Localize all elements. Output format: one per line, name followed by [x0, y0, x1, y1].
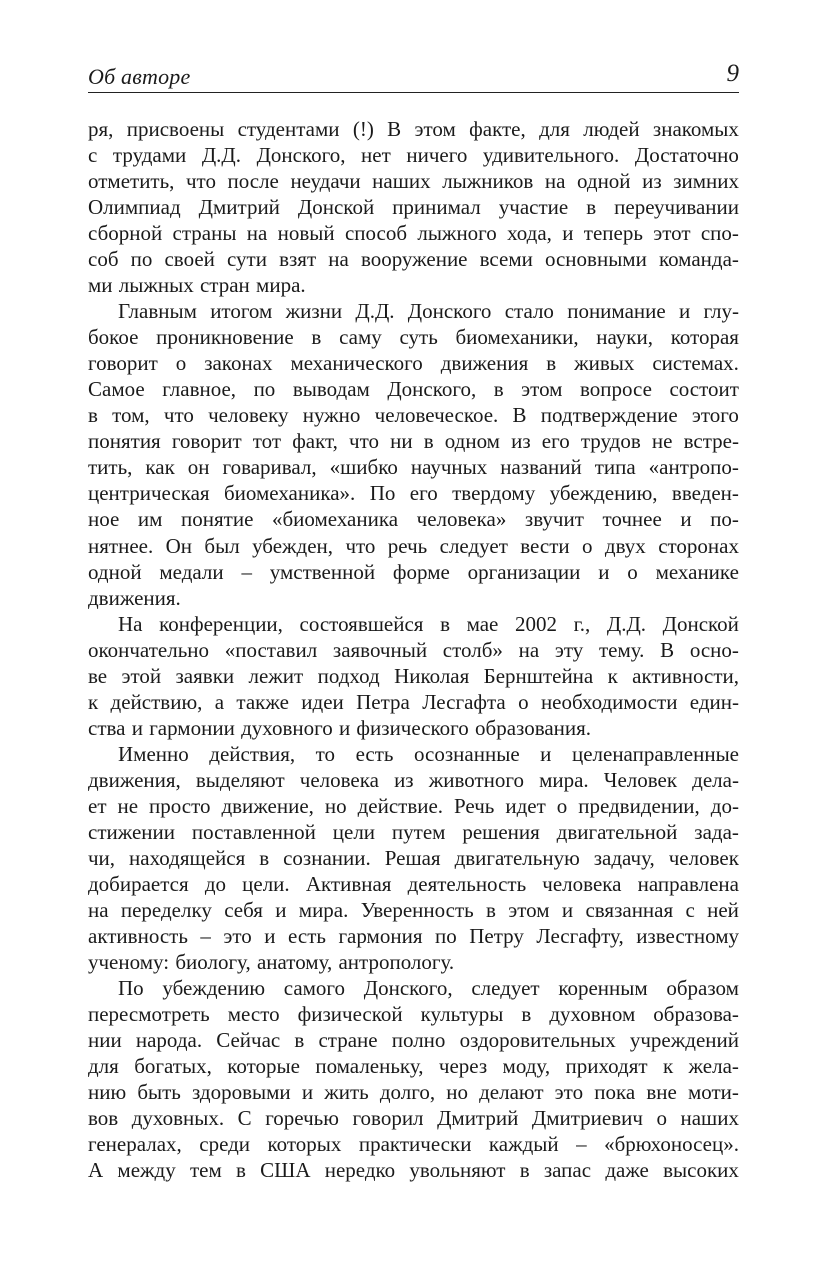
paragraph [88, 741, 739, 975]
text-line: центрическая биомеханика». По его твердому убеждению, введен- [88, 481, 739, 506]
text-line: По убеждению самого Донского, следует коренным образом [118, 976, 739, 1001]
text-line: ве этой заявки лежит подход Николая Бернштейна к активности, [88, 663, 739, 688]
text-line: А между тем в США нередко увольняют в запас даже высоких [88, 1158, 739, 1183]
text-line: с трудами Д.Д. Донского, нет ничего удивительного. Достаточно [88, 143, 739, 168]
text-line: понятия говорит тот факт, что ни в одном из его трудов не встре- [88, 429, 739, 454]
text-line: ря, присвоены студентами (!) В этом факте, для людей знакомых [88, 117, 739, 141]
text-line: ученому: биологу, анатому, антропологу. [88, 950, 455, 974]
paragraph [88, 298, 739, 610]
text-line: на переделку себя и мира. Уверенность в этом и связанная с ней [88, 897, 739, 922]
text-line: к действию, а также идеи Петра Лесгафта о необходимости един- [88, 689, 739, 714]
text-line: генералах, среди которых практически каждый – «брюхоносец». [88, 1132, 739, 1157]
text-line: сборной страны на новый способ лыжного хода, и теперь этот спо- [88, 221, 739, 246]
text-line: движения. [88, 585, 181, 610]
paragraph [88, 611, 739, 741]
text-line: стижении поставленной цели путем решения двигательной зада- [88, 819, 739, 844]
text-line: Самое главное, по выводам Донского, в этом вопросе состоит [88, 377, 739, 402]
text-line: соб по своей сути взят на вооружение всеми основными команда- [88, 247, 739, 272]
running-header [88, 62, 739, 93]
text-line: говорит о законах механического движения в живых системах. [88, 351, 739, 376]
paragraph [88, 975, 739, 1183]
text-line: добирается до цели. Активная деятельность человека направлена [88, 871, 739, 896]
text-line: активность – это и есть гармония по Петру Лесгафту, известному [88, 923, 739, 948]
text-line: ет не просто движение, но действие. Речь идет о предвидении, до- [88, 793, 739, 818]
text-line: движения, выделяют человека из животного мира. Человек дела- [88, 767, 739, 792]
text-line: На конференции, состоявшейся в мае 2002 г., Д.Д. Донской [118, 611, 739, 636]
text-line: одной медали – умственной форме организации и о механике [88, 559, 739, 584]
text-line: вов духовных. С горечью говорил Дмитрий Дмитриевич о наших [88, 1106, 739, 1131]
page-number: 9 [726, 60, 739, 87]
text-line: ное им понятие «биомеханика человека» звучит точнее и по- [88, 507, 739, 532]
text-line: ства и гармонии духовного и физического образования. [88, 715, 592, 740]
paragraph [88, 116, 739, 298]
text-line: Именно действия, то есть осознанные и целенаправленные [118, 741, 739, 766]
body-text [88, 116, 739, 1183]
text-line: Главным итогом жизни Д.Д. Донского стало понимание и глу- [118, 299, 739, 324]
text-line: в том, что человеку нужно человеческое. В подтверждение этого [88, 403, 739, 428]
text-line: бокое проникновение в саму суть биомеханики, науки, которая [88, 325, 739, 350]
text-line: нятнее. Он был убежден, что речь следует вести о двух сторонах [88, 533, 739, 558]
text-line: нию быть здоровыми и жить долго, но делают это пока вне моти- [88, 1080, 739, 1105]
section-title: Об авторе [88, 64, 191, 89]
text-line: отметить, что после неудачи наших лыжников на одной из зимних [88, 169, 739, 194]
text-line: ми лыжных стран мира. [88, 273, 306, 298]
text-line: пересмотреть место физической культуры в духовном образова- [88, 1002, 739, 1027]
text-line: тить, как он говаривал, «шибко научных названий типа «антропо- [88, 455, 739, 480]
text-line: для богатых, которые помаленьку, через моду, приходят к жела- [88, 1054, 739, 1079]
text-line: Олимпиад Дмитрий Донской принимал участие в переучивании [88, 195, 739, 220]
text-line: нии народа. Сейчас в стране полно оздоровительных учреждений [88, 1028, 739, 1053]
text-line: чи, находящейся в сознании. Решая двигательную задачу, человек [88, 845, 739, 870]
text-line: окончательно «поставил заявочный столб» на эту тему. В осно- [88, 637, 739, 662]
